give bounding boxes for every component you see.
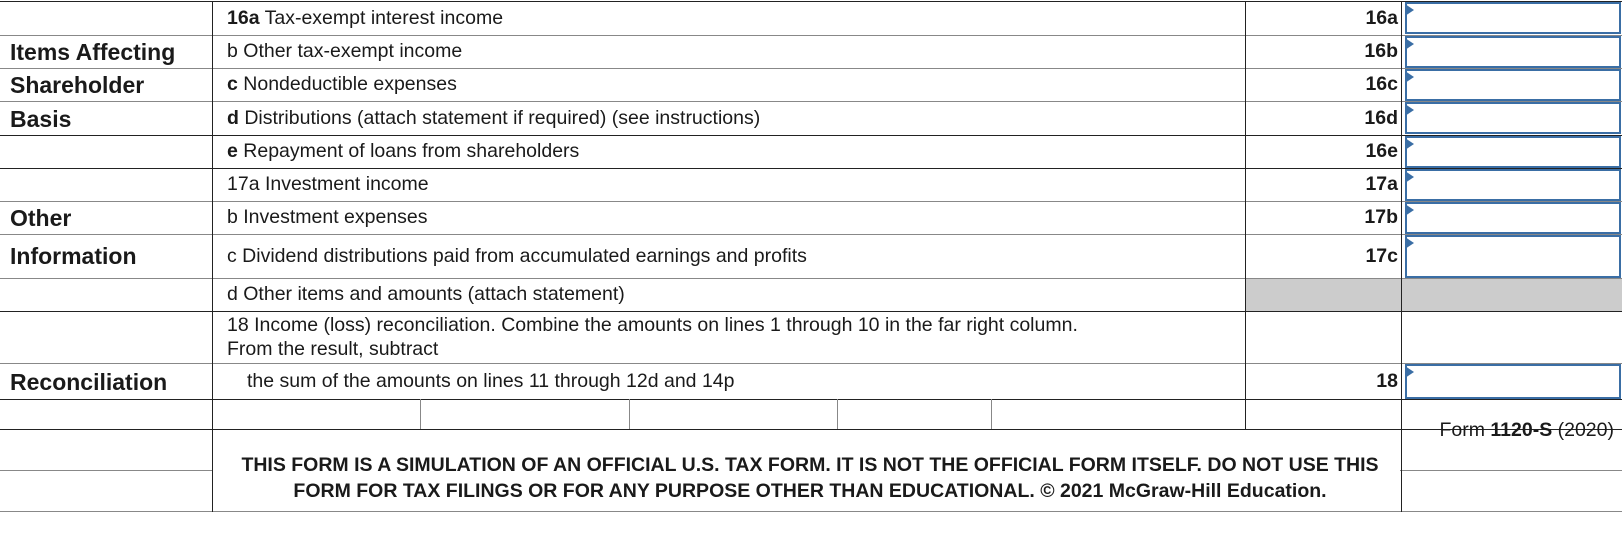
simulation-disclaimer: THIS FORM IS A SIMULATION OF AN OFFICIAL U.S. TAX FORM. IT IS NOT THE OFFICIAL FORM ITSELF. DO NOT USE THIS FORM FOR TAX FILINGS OR FOR ANY PURPOSE OTHER THAN EDUCATIONAL. © 2021 McGraw-Hill Education.: [241, 454, 1379, 502]
column-divider: [1401, 1, 1402, 512]
rule: [0, 363, 1622, 364]
amount-input-17c[interactable]: [1405, 235, 1621, 278]
column-divider: [1245, 1, 1246, 429]
line-ref-18: 18: [1376, 370, 1398, 392]
line-17d-label: d Other items and amounts (attach statement): [227, 283, 625, 305]
line-18-label-1: 18 Income (loss) reconciliation. Combine the amounts on lines 1 through 10 in the far right column.: [227, 314, 1078, 336]
amount-input-17a[interactable]: [1405, 169, 1621, 201]
line-ref-17a: 17a: [1365, 173, 1398, 195]
rule: [0, 470, 212, 471]
line-ref-17b: 17b: [1364, 206, 1398, 228]
amount-input-16b[interactable]: [1405, 36, 1621, 68]
amount-input-16c[interactable]: [1405, 69, 1621, 101]
line-ref-17c: 17c: [1365, 245, 1398, 267]
line-ref-16b: 16b: [1364, 40, 1398, 62]
shaded-cell: [1402, 279, 1622, 311]
amount-input-16d[interactable]: [1405, 102, 1621, 134]
line-16c-label: c Nondeductible expenses: [227, 73, 457, 95]
line-16b-label: b Other tax-exempt income: [227, 40, 463, 62]
line-17b-label: b Investment expenses: [227, 206, 428, 228]
rule: [0, 201, 1622, 202]
line-ref-16a: 16a: [1365, 7, 1398, 29]
shaded-cell: [1246, 279, 1401, 311]
line-17c-label: c Dividend distributions paid from accumulated earnings and profits: [227, 245, 807, 267]
line-18-label-2: From the result, subtract: [227, 338, 439, 360]
field-marker-icon: [1405, 237, 1414, 249]
rule: [0, 135, 1622, 136]
rule: [0, 234, 1622, 235]
line-ref-16d: 16d: [1364, 107, 1398, 129]
amount-input-17b[interactable]: [1405, 202, 1621, 234]
line-ref-16e: 16e: [1365, 140, 1398, 162]
rule: [0, 311, 1622, 312]
form-identifier: Form 1120-S (2020): [1439, 419, 1614, 441]
rule: [0, 101, 1622, 102]
field-marker-icon: [1405, 71, 1414, 83]
line-16d-label: d Distributions (attach statement if required) (see instructions): [227, 107, 761, 129]
field-marker-icon: [1405, 366, 1414, 378]
column-divider: [420, 399, 421, 429]
rule: [0, 35, 1622, 36]
field-marker-icon: [1405, 38, 1414, 50]
field-marker-icon: [1405, 204, 1414, 216]
rule: [0, 511, 1622, 512]
column-divider: [837, 399, 838, 429]
field-marker-icon: [1405, 138, 1414, 150]
line-ref-16c: 16c: [1365, 73, 1398, 95]
amount-input-18[interactable]: [1405, 364, 1621, 399]
column-divider: [991, 399, 992, 429]
amount-input-16a[interactable]: [1405, 2, 1621, 34]
section-reconciliation: Reconciliation: [10, 369, 168, 395]
rule: [0, 168, 1622, 169]
amount-input-16e[interactable]: [1405, 136, 1621, 168]
line-16a-label: 16a Tax-exempt interest income: [227, 7, 504, 29]
line-16e-label: e Repayment of loans from shareholders: [227, 140, 580, 162]
rule: [0, 399, 1622, 400]
field-marker-icon: [1405, 4, 1414, 16]
section-items-affecting-1: Items Affecting: [10, 39, 176, 65]
section-other-information-1: Other: [10, 205, 72, 231]
field-marker-icon: [1405, 104, 1414, 116]
column-divider: [212, 1, 213, 512]
section-items-affecting-3: Basis: [10, 106, 72, 132]
section-other-information-2: Information: [10, 243, 137, 269]
section-items-affecting-2: Shareholder: [10, 72, 145, 98]
rule: [0, 429, 1622, 430]
rule: [0, 1, 1622, 2]
line-18-label-3: the sum of the amounts on lines 11 through 12d and 14p: [247, 370, 735, 392]
field-marker-icon: [1405, 171, 1414, 183]
column-divider: [629, 399, 630, 429]
rule: [1400, 470, 1622, 471]
line-17a-label: 17a Investment income: [227, 173, 429, 195]
rule: [0, 68, 1622, 69]
